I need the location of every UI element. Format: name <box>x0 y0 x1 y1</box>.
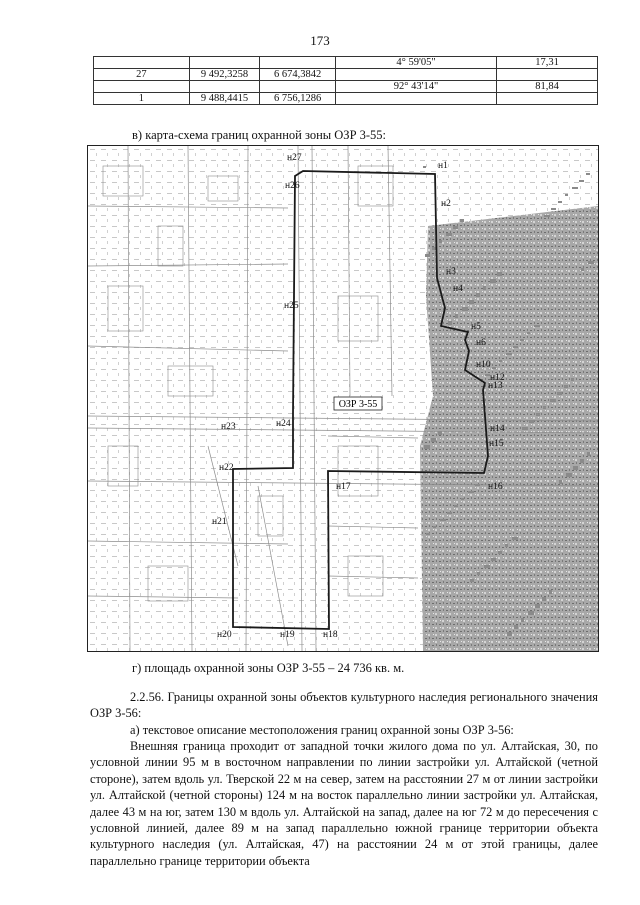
dense-speck <box>492 367 496 369</box>
dense-speck <box>507 632 512 636</box>
dense-speck <box>527 332 530 334</box>
table-cell <box>94 57 190 69</box>
point-label: н5 <box>471 322 481 332</box>
dense-speck <box>469 300 474 304</box>
dense-speck <box>579 180 584 182</box>
dense-speck <box>447 512 452 514</box>
dense-speck <box>551 208 556 210</box>
dense-speck <box>499 360 502 362</box>
dense-speck <box>470 579 474 582</box>
dense-speck <box>514 625 518 629</box>
table-cell: 81,84 <box>497 81 598 93</box>
table-cell: 1 <box>94 93 190 105</box>
point-label: н14 <box>490 424 505 434</box>
table-cell <box>497 69 598 81</box>
boundary-map <box>87 145 599 652</box>
map-caption: в) карта-схема границ охранной зоны ОЗР 3-55: <box>132 128 387 142</box>
dense-speck <box>483 286 486 290</box>
dense-speck <box>453 226 458 229</box>
point-label: н25 <box>284 301 299 311</box>
point-label: н6 <box>476 338 486 348</box>
table-cell: 6 674,3842 <box>260 69 336 81</box>
dense-speck <box>536 413 540 416</box>
dense-speck <box>522 427 528 430</box>
table-row <box>94 57 598 69</box>
dense-speck <box>557 392 562 395</box>
dense-speck <box>573 466 578 470</box>
point-label: н12 <box>490 373 505 383</box>
dense-speck <box>565 194 568 196</box>
dense-speck <box>491 558 496 561</box>
dense-speck <box>476 293 480 297</box>
dense-speck <box>521 618 524 622</box>
point-label: н23 <box>221 422 236 432</box>
table-cell: 27 <box>94 69 190 81</box>
dense-speck <box>439 240 442 243</box>
dense-speck <box>468 491 474 493</box>
coordinates-table <box>93 56 598 105</box>
point-label: н27 <box>287 153 302 163</box>
point-label: н22 <box>219 463 234 473</box>
table-cell <box>260 57 336 69</box>
dense-speck <box>513 346 518 348</box>
dense-speck <box>506 353 512 355</box>
point-label: н15 <box>489 439 504 449</box>
dense-speck <box>586 173 590 175</box>
dense-speck <box>426 533 430 535</box>
table-cell <box>94 81 190 93</box>
dense-speck <box>558 201 562 203</box>
table-cell <box>189 57 260 69</box>
table-cell <box>260 81 336 93</box>
dense-speck <box>448 321 452 325</box>
point-label: н13 <box>488 381 503 391</box>
dense-speck <box>520 339 524 341</box>
dense-speck <box>433 526 436 528</box>
point-label: н3 <box>446 267 456 277</box>
dense-speck <box>461 498 464 500</box>
dense-speck <box>543 406 546 409</box>
point-label: н24 <box>276 419 291 429</box>
point-label: н17 <box>336 482 351 492</box>
table-cell: 9 488,4415 <box>189 93 260 105</box>
dense-speck <box>572 187 578 189</box>
dense-speck <box>454 505 458 507</box>
zone-label: ОЗР 3-55 <box>338 399 378 410</box>
dense-speck <box>534 325 540 327</box>
dense-speck <box>424 445 430 449</box>
point-label: н16 <box>488 482 503 492</box>
table-cell: 9 492,3258 <box>189 69 260 81</box>
dense-speck <box>581 268 584 271</box>
subsection-a: а) текстовое описание местоположения границ охранной зоны ОЗР 3-56: <box>130 723 514 737</box>
body-paragraph: Внешняя граница проходит от западной точки жилого дома по ул. Алтайская, 30, по условной линии 95 м в восточном направлении по линии застройки ул. Алтайской (четной стороне), затем вдоль ул. Тверской 22 м на север, затем на расстоянии 27 м от линии застройки ул. Алтайской (четной стороны) 124 м на восток параллельно линии застройки ул. Алтайская, далее 43 м на юг, затем 130 м вдоль ул. Алтайской на запад, далее на юг 72 м до пересечения с условной линией, далее 89 м на запад параллельно южной границе территории объекта культурного наследия (ул. Алтайская, 47) на расстоянии 24 м от этой границы, далее параллельно границе территории объекта <box>90 739 598 868</box>
dense-speck <box>462 307 468 311</box>
dense-speck <box>544 215 550 217</box>
section-heading: 2.2.56. Границы охранной зоны объектов культурного наследия регионального значения ОЗР 3-56: <box>90 690 598 721</box>
area-caption: г) площадь охранной зоны ОЗР 3-55 – 24 736 кв. м. <box>132 661 405 675</box>
dense-speck <box>587 452 590 456</box>
dense-built-area <box>420 166 598 651</box>
page-number: 173 <box>310 33 330 48</box>
table-cell <box>497 93 598 105</box>
point-label: н18 <box>323 630 338 640</box>
table-row <box>94 81 598 93</box>
dense-speck <box>498 551 502 554</box>
dense-speck <box>566 473 572 477</box>
point-label: н10 <box>476 360 491 370</box>
dense-speck <box>542 597 546 601</box>
dense-speck <box>497 272 502 276</box>
dense-speck <box>425 254 430 257</box>
dense-speck <box>505 544 508 547</box>
table-row <box>94 69 598 81</box>
dense-speck <box>477 572 480 575</box>
dense-speck <box>571 378 574 381</box>
table-row <box>94 93 598 105</box>
zone-label-group <box>334 397 382 410</box>
dense-speck <box>432 247 436 250</box>
dense-speck <box>580 459 584 463</box>
dense-speck <box>550 399 556 402</box>
table-cell <box>335 69 496 81</box>
dense-speck <box>431 438 436 442</box>
dense-speck <box>559 480 562 484</box>
table-cell <box>189 81 260 93</box>
dense-speck <box>528 611 534 615</box>
dense-speck <box>423 166 426 168</box>
point-label: н1 <box>438 161 448 171</box>
dense-speck <box>490 279 496 283</box>
point-label: н21 <box>212 517 227 527</box>
dense-speck <box>535 604 540 608</box>
dense-speck <box>455 314 458 318</box>
dense-speck <box>460 219 464 222</box>
point-label: н4 <box>453 284 463 294</box>
table-cell: 4° 59'05" <box>335 57 496 69</box>
dense-speck <box>549 590 552 594</box>
point-label: н2 <box>441 199 451 209</box>
point-label: н20 <box>217 630 232 640</box>
table-cell: 92° 43'14" <box>335 81 496 93</box>
table-cell <box>335 93 496 105</box>
point-label: н26 <box>285 181 300 191</box>
dense-speck <box>564 385 568 388</box>
dense-speck <box>440 519 446 521</box>
dense-speck <box>446 233 452 236</box>
dense-speck <box>588 261 594 264</box>
point-label: н19 <box>280 630 295 640</box>
dense-speck <box>484 565 490 568</box>
table-cell: 17,31 <box>497 57 598 69</box>
dense-speck <box>512 537 518 540</box>
table-cell: 6 756,1286 <box>260 93 336 105</box>
